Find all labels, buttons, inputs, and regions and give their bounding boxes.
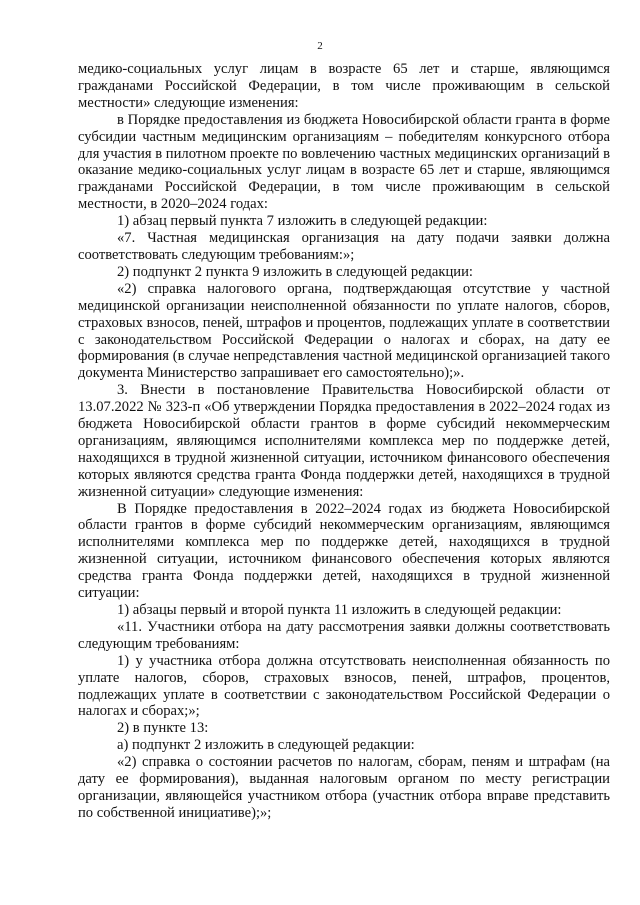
paragraph-clause-11-text: «11. Участники отбора на дату рассмотрения заявки должны соответствовать следующим требованиям:: [78, 618, 610, 652]
paragraph-item-1-clause-7: 1) абзац первый пункта 7 изложить в следующей редакции:: [117, 213, 488, 230]
paragraph-procedure-grant: в Порядке предоставления из бюджета Новосибирской области гранта в форме субсидии частным медицинским организациям – победителям конкурсного отбора для участия в пилотном проекте по вовлечению частных медицинских организаций в оказание медико-социальных услуг лицам в возрасте 65 лет и старше, являющимся гражданами Российской Федерации, в том числе проживающим в сельской местности, в 2020–2024 годах:: [78, 111, 610, 213]
paragraph-section-3: 3. Внести в постановление Правительства Новосибирской области от 13.07.2022 № 323-п «Об утверждении Порядка предоставления в 2022–2024 годах из бюджета Новосибирской области грантов в форме субсидий некоммерческим организациям, являющимся исполнителями комплекса мер по поддержке детей, находящихся в трудной жизненной ситуации, источником финансового обеспечения которых являются средства гранта Фонда поддержки детей, находящихся в трудной жизненной ситуации» следующие изменения:: [78, 382, 610, 500]
paragraph-procedure-2022-2024: В Порядке предоставления в 2022–2024 годах из бюджета Новосибирской области грантов в форме субсидий некоммерческим организациям, являющимся исполнителями комплекса мер по поддержке детей, находящихся в трудной жизненной ситуации, источником финансового обеспечения которых являются средства гранта Фонда поддержки детей, находящихся в трудной жизненной ситуации:: [78, 500, 610, 602]
paragraph-continuation: медико-социальных услуг лицам в возрасте 65 лет и старше, являющимся гражданами Российской Федерации, в том числе проживающим в сельской местности» следующие изменения:: [78, 61, 610, 111]
paragraph-settlement-certificate: «2) справка о состоянии расчетов по налогам, сборам, пеням и штрафам (на дату ее формирования), выданная налоговым органом по месту регистрации организации, являющейся участником отбора (участник отбора вправе представить по собственной инициативе);»;: [78, 754, 610, 821]
paragraph-item-2-clause-13: 2) в пункте 13:: [117, 720, 209, 737]
paragraph-requirement-1: 1) у участника отбора должна отсутствовать неисполненная обязанность по уплате налогов, сборов, страховых взносов, пеней, штрафов, процентов, подлежащих уплате в соответствии с законодательством Российской Федерации о налогах и сборах;»;: [78, 652, 610, 720]
paragraph-subitem-a: а) подпункт 2 изложить в следующей редакции:: [117, 737, 415, 754]
page-number: 2: [317, 40, 323, 52]
document-body: [78, 61, 610, 822]
paragraph-clause-7-text: «7. Частная медицинская организация на дату подачи заявки должна соответствовать следующим требованиям:»;: [78, 230, 610, 263]
paragraph-item-1-clause-11: 1) абзацы первый и второй пункта 11 изложить в следующей редакции:: [117, 602, 562, 618]
paragraph-tax-certificate: «2) справка налогового органа, подтверждающая отсутствие у частной медицинской организации неисполненной обязанности по уплате налогов, сборов, страховых взносов, пеней, штрафов и процентов, подлежащих уплате в соответствии с законодательством Российской Федерации о налогах и сборах, на дату ее формирования (в случае непредставления частной медицинской организацией такого документа Министерство запрашивает его самостоятельно);».: [78, 280, 610, 382]
paragraph-item-2-clause-9: 2) подпункт 2 пункта 9 изложить в следующей редакции:: [117, 263, 473, 280]
